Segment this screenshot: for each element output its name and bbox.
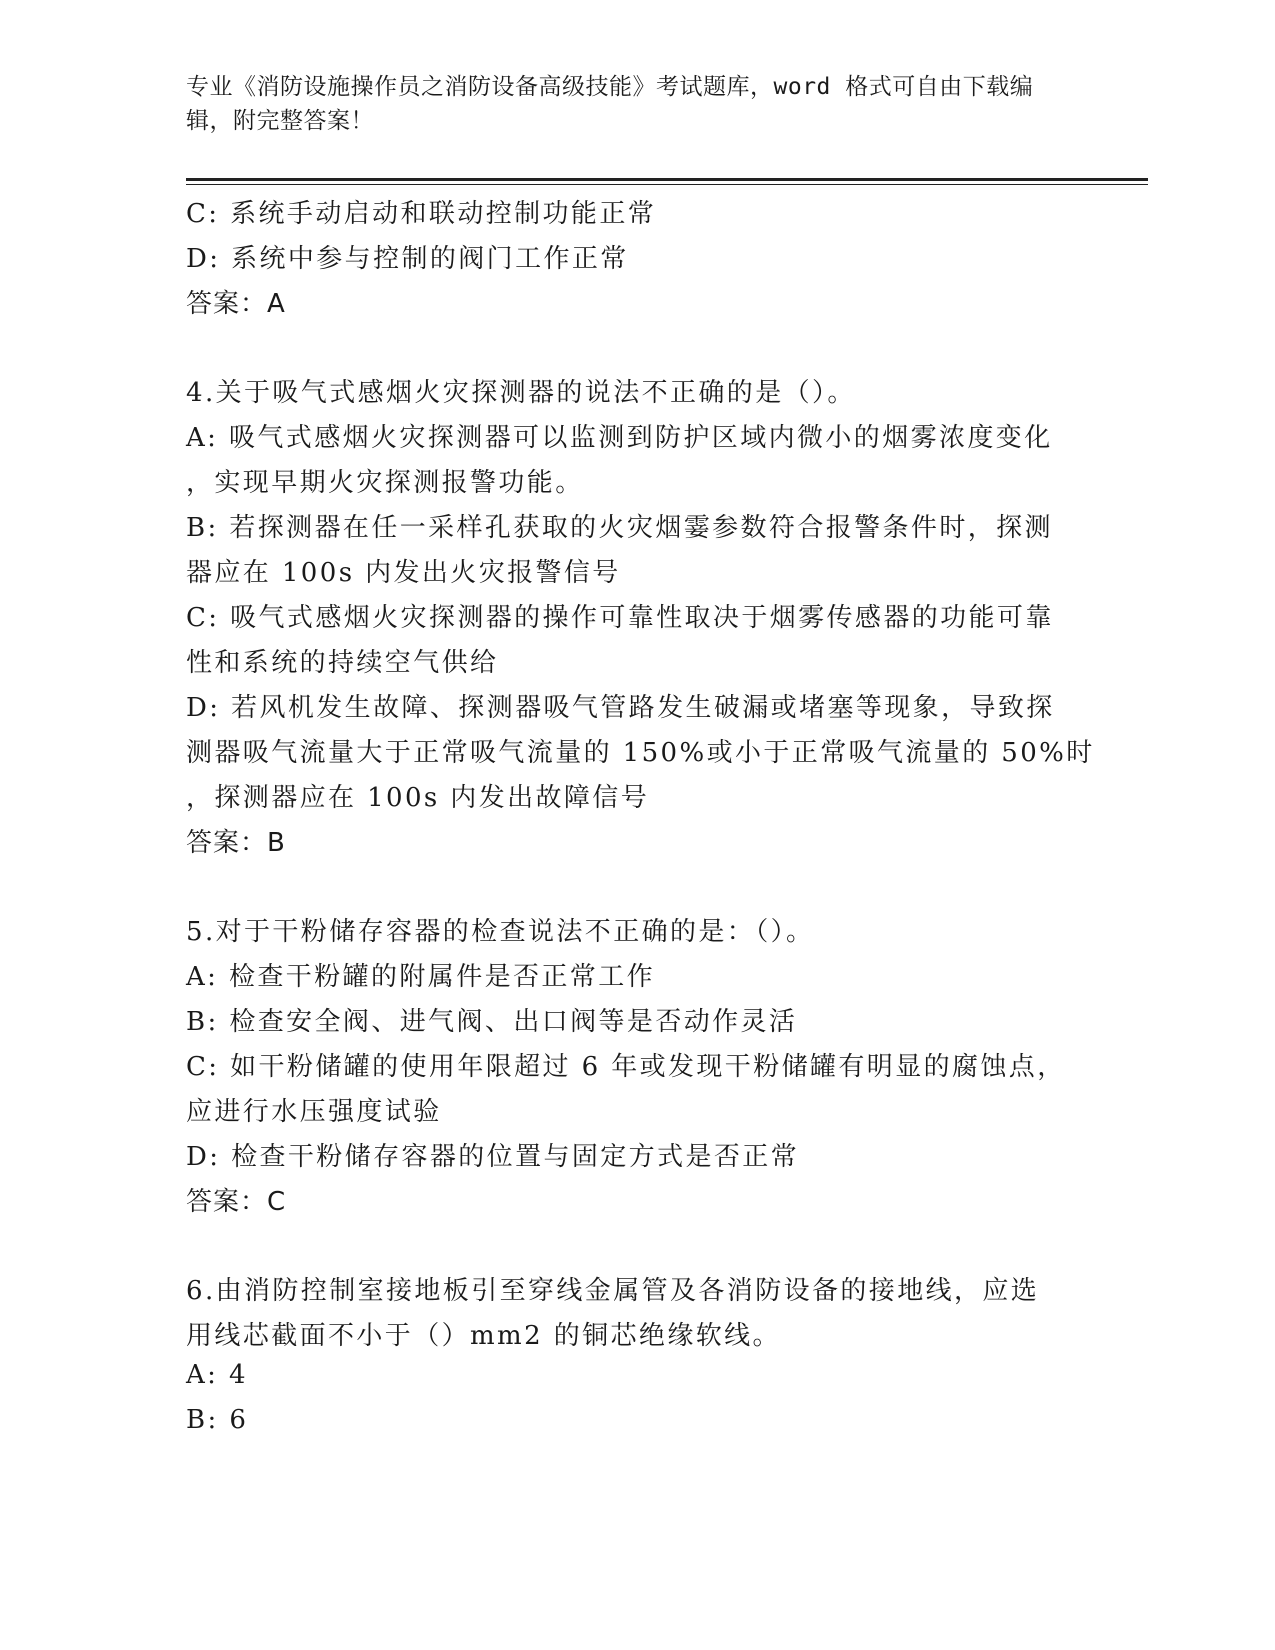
q3-answer: 答案：A: [186, 289, 286, 319]
q5-option-c-line1: C: 如干粉储罐的使用年限超过 6 年或发现干粉储罐有明显的腐蚀点，: [186, 1052, 1066, 1082]
q5-question: 5.对于干粉储存容器的检查说法不正确的是：（）。: [186, 917, 815, 947]
q4-option-a-line2: ，实现早期火灾探测报警功能。: [186, 468, 584, 498]
q5-option-d: D: 检查干粉储存容器的位置与固定方式是否正常: [186, 1142, 800, 1172]
q4-option-b-line1: B: 若探测器在任一采样孔获取的火灾烟霎参数符合报警条件时，探测: [186, 513, 1053, 543]
q4-answer: 答案：B: [186, 828, 286, 858]
document-header: [186, 70, 1066, 138]
q5-option-b: B: 检查安全阀、进气阀、出口阀等是否动作灵活: [186, 1007, 798, 1037]
q6-option-b: B: 6: [186, 1405, 249, 1435]
header-rule-thin: [186, 184, 1148, 185]
q4-question: 4.关于吸气式感烟火灾探测器的说法不正确的是（）。: [186, 378, 856, 408]
header-line-1: 专业《消防设施操作员之消防设备高级技能》考试题库，word 格式可自由下载编: [186, 74, 1034, 100]
q5-option-c-line2: 应进行水压强度试验: [186, 1097, 442, 1127]
q5-answer: 答案：C: [186, 1187, 287, 1217]
header-line-2: 辑，附完整答案！: [186, 108, 374, 134]
q4-option-a-line1: A: 吸气式感烟火灾探测器可以监测到防护区域内微小的烟雾浓度变化: [186, 423, 1053, 453]
q4-option-c-line1: C: 吸气式感烟火灾探测器的操作可靠性取决于烟雾传感器的功能可靠: [186, 603, 1054, 633]
q4-option-d-line2: 测器吸气流量大于正常吸气流量的 150%或小于正常吸气流量的 50%时: [186, 738, 1095, 768]
q3-option-c: C: 系统手动启动和联动控制功能正常: [186, 199, 657, 229]
q3-option-d: D: 系统中参与控制的阀门工作正常: [186, 244, 629, 274]
q4-option-d-line1: D: 若风机发生故障、探测器吸气管路发生破漏或堵塞等现象，导致探: [186, 693, 1055, 723]
q4-option-c-line2: 性和系统的持续空气供给: [186, 648, 499, 678]
q6-option-a: A: 4: [186, 1360, 248, 1390]
q5-option-a: A: 检查干粉罐的附属件是否正常工作: [186, 962, 656, 992]
q6-question-line2: 用线芯截面不小于（）mm2 的铜芯绝缘软线。: [186, 1321, 781, 1351]
q4-option-b-line2: 器应在 100s 内发出火灾报警信号: [186, 558, 621, 588]
q4-option-d-line3: ，探测器应在 100s 内发出故障信号: [186, 783, 650, 813]
q6-question-line1: 6.由消防控制室接地板引至穿线金属管及各消防设备的接地线，应选: [186, 1276, 1040, 1306]
header-rule-thick: [186, 178, 1148, 181]
